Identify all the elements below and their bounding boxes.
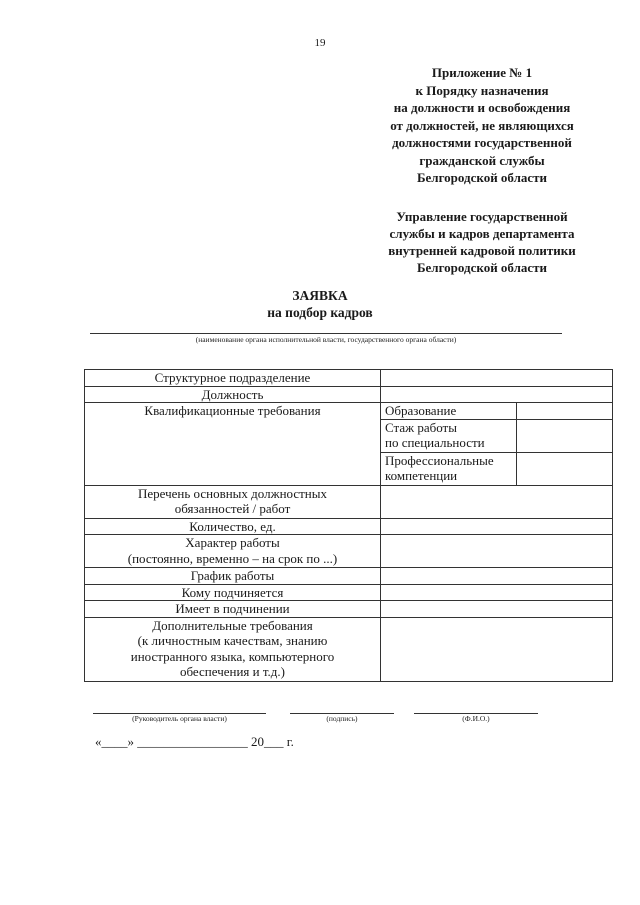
head-caption: (Руководитель органа власти) (132, 714, 227, 723)
document-title: ЗАЯВКА (292, 288, 348, 303)
appendix-line: должностями государственной (392, 135, 572, 150)
additional-label-line: (к личностным качествам, знанию (137, 633, 328, 648)
org-name-field[interactable] (90, 333, 562, 334)
addressee-line: Управление государственной (396, 209, 568, 224)
position-label: Должность (85, 386, 381, 403)
qualification-label: Квалификационные требования (85, 403, 381, 486)
duties-value[interactable] (381, 485, 613, 518)
request-form-table (84, 369, 613, 682)
appendix-block (362, 64, 602, 187)
addressee-line: службы и кадров департамента (389, 226, 575, 241)
reports-to-label: Кому подчиняется (85, 584, 381, 601)
duties-label-line: Перечень основных должностных (137, 485, 327, 501)
org-name-caption: (наименование органа исполнительной власти, государственного органа области) (195, 335, 457, 344)
work-nature-label-line: (постоянно, временно – на срок по ...) (127, 550, 338, 566)
experience-label (381, 419, 517, 452)
appendix-line: на должности и освобождения (393, 100, 571, 115)
appendix-title: Приложение № 1 (431, 65, 533, 80)
subordinates-value[interactable] (381, 601, 613, 618)
quantity-value[interactable] (381, 518, 613, 535)
additional-label-line: иностранного языка, компьютерного (130, 648, 335, 664)
additional-label-line: Дополнительные требования (152, 617, 313, 633)
schedule-value[interactable] (381, 568, 613, 585)
structural-unit-value[interactable] (381, 370, 613, 387)
date-field[interactable]: «____» _________________ 20___ г. (95, 734, 294, 749)
appendix-line: Белгородской области (416, 170, 548, 185)
appendix-line: гражданской службы (419, 152, 545, 168)
additional-requirements-label (85, 617, 381, 681)
work-nature-label-line: Характер работы (185, 535, 280, 550)
experience-label-line: по специальности (385, 435, 485, 450)
structural-unit-label: Структурное подразделение (85, 370, 381, 387)
appendix-line: к Порядку назначения (415, 82, 549, 98)
work-nature-value[interactable] (381, 535, 613, 568)
additional-label-line: обеспечения и т.д.) (179, 664, 285, 679)
addressee-line: Белгородской области (416, 260, 548, 275)
schedule-label: График работы (85, 568, 381, 585)
full-name-caption: (Ф.И.О.) (462, 714, 490, 723)
signature-caption: (подпись) (326, 714, 358, 723)
document-subtitle: на подбор кадров (267, 305, 373, 320)
page-number: 19 (314, 37, 326, 49)
addressee-block (362, 208, 602, 276)
competence-value[interactable] (517, 452, 613, 485)
subordinates-label: Имеет в подчинении (85, 601, 381, 618)
experience-label-line: Стаж работы (385, 419, 457, 435)
competence-label (381, 452, 517, 485)
work-nature-label (85, 535, 381, 568)
education-value[interactable] (517, 403, 613, 420)
additional-requirements-value[interactable] (381, 617, 613, 681)
addressee-line: внутренней кадровой политики (388, 243, 576, 258)
duties-label-line: обязанностей / работ (174, 501, 291, 516)
appendix-line: от должностей, не являющихся (390, 117, 574, 133)
document-title-block (0, 287, 640, 321)
quantity-label: Количество, ед. (85, 518, 381, 535)
competence-label-line: Профессиональные (385, 452, 494, 468)
education-label: Образование (381, 403, 517, 420)
experience-value[interactable] (517, 419, 613, 452)
competence-label-line: компетенции (385, 468, 458, 483)
position-value[interactable] (381, 386, 613, 403)
duties-label (85, 485, 381, 518)
reports-to-value[interactable] (381, 584, 613, 601)
